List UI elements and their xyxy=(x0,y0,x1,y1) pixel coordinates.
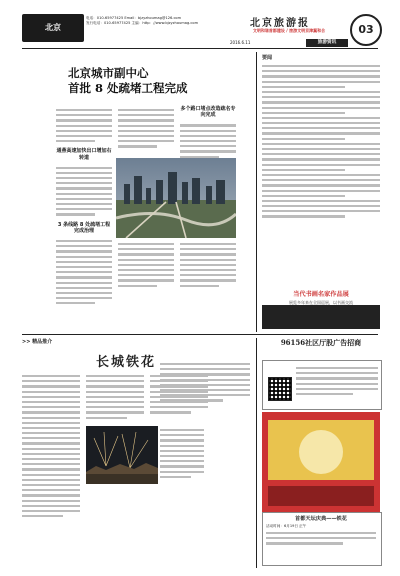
masthead-title: 北京旅游报 xyxy=(250,18,310,29)
promo-image xyxy=(262,412,380,512)
main-headline: 北京城市副中心 首批 8 处疏堵工程完成 xyxy=(68,66,188,95)
sidebar-briefs xyxy=(262,62,380,221)
feature-title: 长城铁花 xyxy=(96,355,157,370)
fireworks-image xyxy=(86,426,158,484)
fireworks-photo xyxy=(86,426,158,484)
article-column-4 xyxy=(180,240,236,290)
issue-date: 2016.6.11 xyxy=(230,40,251,45)
promo-title: 首都天坛庆典——铁花 xyxy=(295,516,347,522)
section-tag: 旅游资讯 xyxy=(306,39,348,47)
ad-recruitment-title: 96156社区厅股广告招商 xyxy=(280,338,362,347)
ad-info-lines xyxy=(296,364,378,398)
column-divider xyxy=(256,338,257,568)
exhibition-ad-title: 当代书画名家作品展 xyxy=(293,291,349,298)
exhibition-ad-subtitle: 展览多年来在全国巡展，以书画交流 xyxy=(289,300,353,305)
article-column-2 xyxy=(118,106,174,151)
promo-text: 活动时间：6月19日 正午 xyxy=(266,524,376,548)
featured-tag: >> 精品推介 xyxy=(22,339,53,345)
header-contact: 电话：010-65977425 Email：bjzyzhoumag@126.com 发行电话：010-65977425 主编：http：//www.bjzyzhoumag.com xyxy=(86,16,199,26)
header-rule xyxy=(22,48,378,49)
masthead-subtitle: 文明和谐首都建设 / 旅游文明京津冀和合 xyxy=(252,28,326,33)
exhibition-ad-band xyxy=(262,305,380,329)
article-subhead: 通燕高速加快出口增加右转道 xyxy=(56,148,112,161)
section-rule xyxy=(22,334,378,335)
column-divider xyxy=(256,52,257,332)
promo-image-graphic xyxy=(262,412,380,512)
qr-code-icon xyxy=(268,377,292,401)
city-aerial-photo xyxy=(116,158,236,238)
article-column-1 xyxy=(56,106,112,307)
article-column-5 xyxy=(180,106,236,161)
article-column-3 xyxy=(118,240,174,290)
article-subhead: 多个路口堵点改造疏名专向完成 xyxy=(180,106,236,119)
sidebar-title: 要闻 xyxy=(262,55,273,61)
feature-column-2 xyxy=(86,372,144,422)
article-subhead: 3 条线路 8 处疏堵工程完成治理 xyxy=(57,221,111,234)
feature-column-1 xyxy=(22,372,80,520)
page-number: 03 xyxy=(350,14,382,46)
feature-column-4 xyxy=(160,426,204,481)
newspaper-logo: 北京 xyxy=(22,14,84,42)
feature-info-block xyxy=(160,360,250,405)
city-photo-image xyxy=(116,158,236,238)
